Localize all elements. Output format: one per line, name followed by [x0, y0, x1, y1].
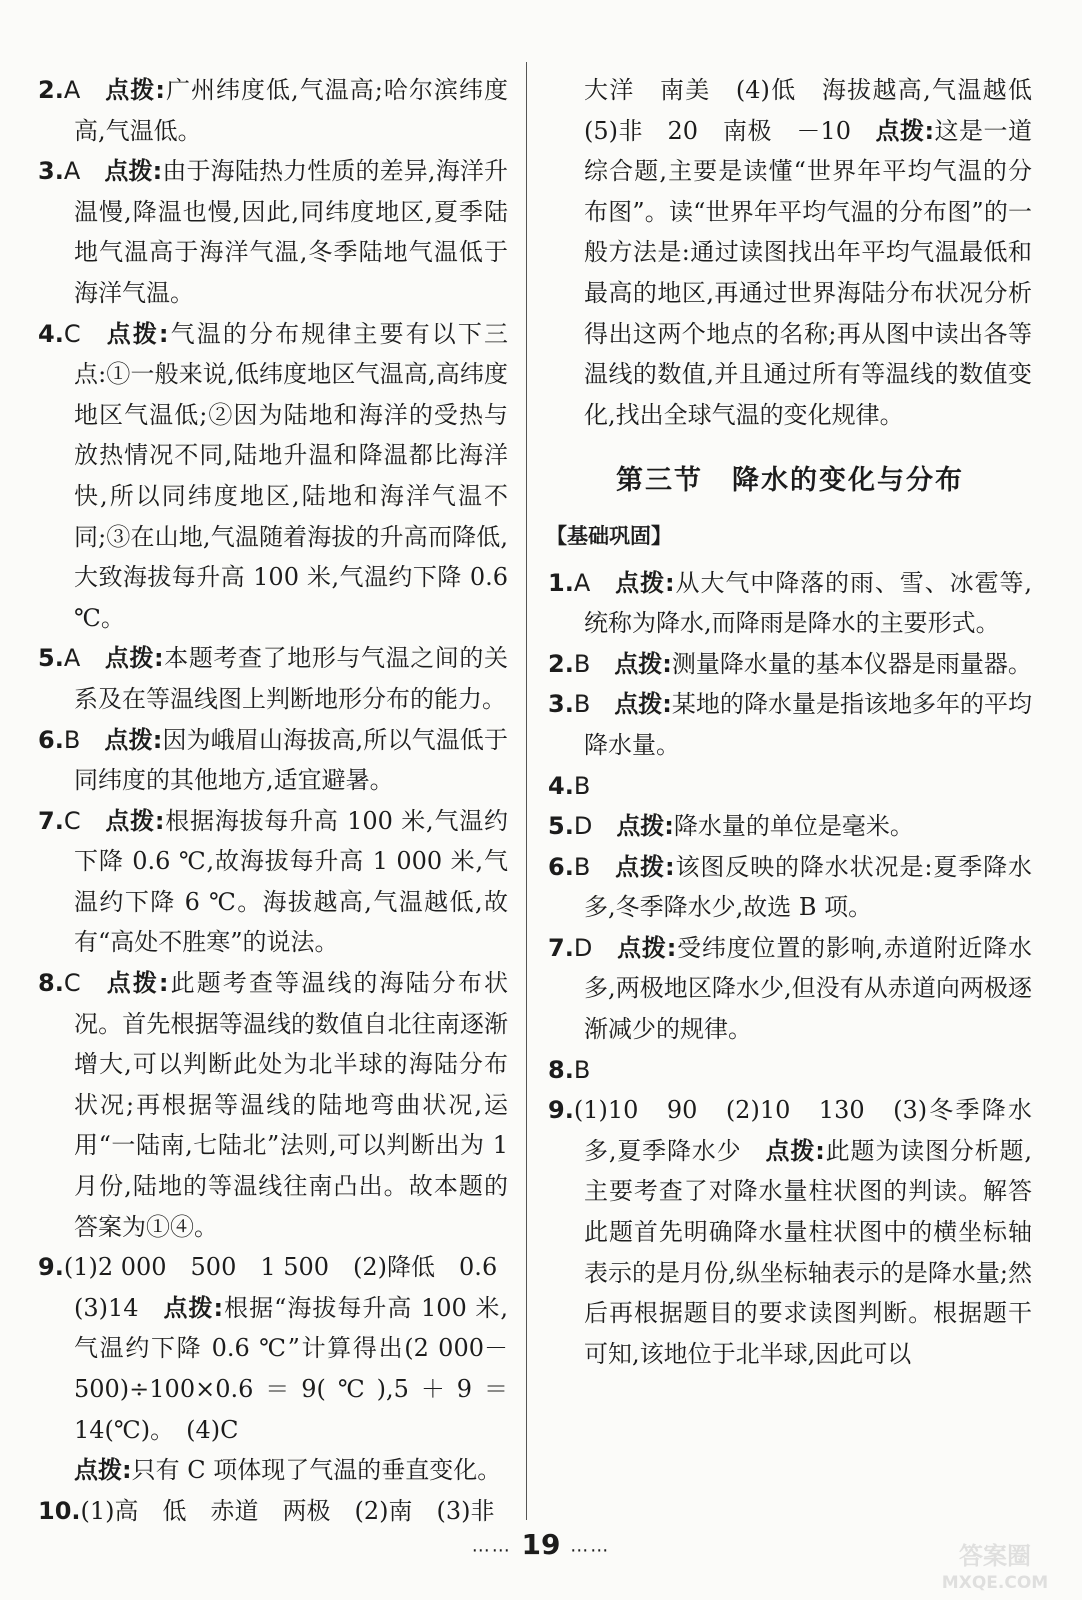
answer-text: (3)14: [74, 1293, 139, 1322]
answer-text: (1)高 低 赤道 两极 (2)南 (3)非: [80, 1496, 495, 1525]
tip-text: 因为峨眉山海拔高,所以气温低于同纬度的其他地方,适宜避暑。: [74, 725, 508, 795]
answer-text: 大洋 南美 (4)低 海拔越高,气温越低 (5)非 20 南极 －10: [584, 76, 1056, 145]
answer-item: [548, 644, 1032, 685]
right-column: [546, 70, 1056, 1374]
answer-choice: B: [573, 649, 591, 678]
tip-label: 点拨:: [614, 852, 675, 881]
tip-text: 从大气中降落的雨、雪、冰雹等,统称为降水,而降雨是降水的主要形式。: [584, 568, 1032, 638]
answer-choice: A: [573, 568, 591, 597]
tip-label: 点拨:: [614, 690, 672, 719]
answer-number: 8.: [548, 1055, 574, 1084]
tip-label: 点拨:: [874, 116, 935, 145]
tip-text: 此题考查等温线的海陆分布状况。首先根据等温线的数值自北往南逐渐增大,可以判断此处为北半球的海陆分布状况;再根据等温线的陆地弯曲状况,运用“一陆南,七陆北”法则,可以判断出为 1 月份,陆地的等温线往南凸出。故本题的答案为①④。: [74, 969, 508, 1241]
answer-choice: C: [63, 806, 81, 835]
answer-number: 3.: [548, 690, 574, 719]
tip-label: 点拨:: [614, 568, 675, 597]
answer-item: [38, 963, 508, 1247]
page-number: 19: [521, 1528, 561, 1561]
answer-number: 6.: [38, 725, 64, 754]
watermark-line2: MXQE.COM: [941, 1573, 1049, 1593]
answer-item-r9: [548, 1090, 1032, 1374]
answer-number: 1.: [548, 568, 574, 597]
tip-label: 点拨:: [104, 76, 165, 104]
answer-item: [548, 928, 1032, 1050]
answer-choice: B: [573, 690, 591, 719]
answer-item: [38, 70, 508, 151]
answer-number: 8.: [38, 969, 64, 998]
tip-text: 广州纬度低,气温高;哈尔滨纬度高,气温低。: [74, 76, 508, 145]
tip-text: 某地的降水量是指该地多年的平均降水量。: [584, 690, 1032, 759]
answer-choice: C: [63, 319, 81, 348]
tip-label: 点拨:: [104, 969, 169, 998]
answer-item: [38, 151, 508, 313]
left-answer-list: [38, 70, 508, 1247]
answer-choice: A: [63, 157, 81, 186]
answer-number: 2.: [38, 76, 64, 104]
tip-text: 该图反映的降水状况是:夏季降水多,冬季降水少,故选 B 项。: [584, 852, 1032, 922]
answer-item: [548, 847, 1032, 928]
answer-choice: B: [573, 771, 591, 800]
tip-text: 这是一道综合题,主要是读懂“世界年平均气温的分布图”。读“世界年平均气温的分布图”的一般方法是:通过读图找出年平均气温最低和最高的地区,再通过世界海陆分布状况分析得出这两个地点的名称;再从图中读出各等温线的数值,并且通过所有等温线的数值变化,找出全球气温的变化规律。: [584, 116, 1032, 429]
tip-text: 由于海陆热力性质的差异,海洋升温慢,降温也慢,因此,同纬度地区,夏季陆地气温高于海洋气温,冬季陆地气温低于海洋气温。: [74, 157, 508, 307]
answer-number: 3.: [38, 157, 64, 186]
answer-item-10: [38, 1491, 508, 1532]
answer-number: 10.: [38, 1496, 81, 1525]
tip-label: 点拨:: [616, 933, 677, 962]
answer-choice: B: [573, 852, 591, 881]
tip-text: 本题考查了地形与气温之间的关系及在等温线图上判断地形分布的能力。: [74, 644, 508, 713]
section-tag: 【基础巩固】: [546, 523, 672, 548]
page-footer: [0, 1528, 1082, 1561]
tip-label: 点拨:: [104, 319, 169, 348]
tip-text: 受纬度位置的影响,赤道附近降水多,两极地区降水少,但没有从赤道向两极逐渐减少的规律。: [584, 933, 1032, 1044]
footer-dots-right: ……: [570, 1535, 611, 1557]
answer-number: 4.: [38, 319, 64, 348]
answer-item: [548, 806, 1032, 847]
answer-text: (1)10 90 (2)10 130 (3)冬季降水多,夏季降水少: [573, 1096, 1032, 1165]
footer-dots-left: ……: [471, 1535, 512, 1557]
answer-item: [548, 684, 1032, 765]
answer-number: 2.: [548, 649, 574, 678]
tip-text: 根据“海拔每升高 100 米,气温约下降 0.6 ℃”计算得出(2 000－500)÷100×0.6＝9(℃),5＋9＝14(℃)。 (4)C: [74, 1293, 508, 1444]
column-divider: [526, 62, 527, 1520]
answer-number: 9.: [38, 1253, 64, 1282]
tip-text: 此题为读图分析题,主要考查了对降水量柱状图的判读。解答此题首先明确降水量柱状图中的横坐标轴表示的是月份,纵坐标轴表示的是降水量;然后再根据题目的要求读图判断。根据题干可知,该地位于北半球,因此可以: [584, 1136, 1032, 1368]
answer-number: 7.: [548, 933, 574, 962]
answer-choice: A: [63, 76, 81, 104]
tip-label: 点拨:: [104, 644, 164, 673]
answer-number: 6.: [548, 852, 574, 881]
right-answer-list: [548, 563, 1032, 1091]
tip-text: 气温的分布规律主要有以下三点:①一般来说,低纬度地区气温高,高纬度地区气温低;②因为陆地和海洋的受热与放热情况不同,陆地升温和降温都比海洋快,所以同纬度地区,陆地和海洋气温不同;③在山地,气温随着海拔的升高而降低,大致海拔每升高 100 米,气温约下降 0.6 ℃。: [74, 319, 508, 632]
watermark-line1: 答案圈: [959, 1542, 1031, 1570]
answer-item: [38, 638, 508, 719]
tip-text: 测量降水量的基本仪器是雨量器。: [671, 649, 1032, 678]
answer-item-9: [38, 1247, 508, 1491]
answer-item: [548, 766, 1032, 807]
tip-label: 点拨:: [104, 806, 165, 835]
answer-item: [38, 314, 508, 639]
watermark-logo: [930, 1538, 1060, 1594]
tip-label: 点拨:: [104, 157, 163, 186]
answer-item: [38, 720, 508, 801]
answer-item: [38, 801, 508, 963]
tip-text: 只有 C 项体现了气温的垂直变化。: [131, 1456, 502, 1485]
tip-label: 点拨:: [765, 1136, 825, 1165]
answer-choice: B: [63, 725, 81, 754]
answer-item: [548, 1050, 1032, 1091]
answer-choice: D: [573, 933, 593, 962]
tip-label: 点拨:: [614, 649, 672, 678]
tip-label: 点拨:: [104, 725, 163, 754]
answer-text: (1)2 000 500 1 500 (2)降低 0.6: [63, 1253, 498, 1282]
answer-number: 4.: [548, 771, 574, 800]
section-title: 第三节 降水的变化与分布: [616, 465, 964, 497]
answer-item-10-continued: [548, 70, 1056, 435]
answer-choice: A: [63, 644, 81, 673]
left-column: [38, 70, 508, 1531]
tip-label: 点拨:: [616, 812, 674, 841]
tip-text: 根据海拔每升高 100 米,气温约下降 0.6 ℃,故海拔每升高 1 000 米,气温约下降 6 ℃。海拔越高,气温越低,故有“高处不胜寒”的说法。: [74, 806, 508, 957]
tip-label: 点拨:: [162, 1293, 224, 1322]
answer-number: 5.: [548, 812, 574, 841]
tip-label: 点拨:: [74, 1456, 132, 1485]
answer-number: 9.: [548, 1096, 574, 1125]
answer-choice: C: [63, 969, 81, 998]
answer-choice: D: [573, 812, 593, 841]
tip-text: 降水量的单位是毫米。: [673, 812, 914, 841]
answer-choice: B: [573, 1055, 591, 1084]
answer-item: [548, 563, 1032, 644]
answer-number: 7.: [38, 806, 64, 835]
answer-number: 5.: [38, 644, 64, 673]
